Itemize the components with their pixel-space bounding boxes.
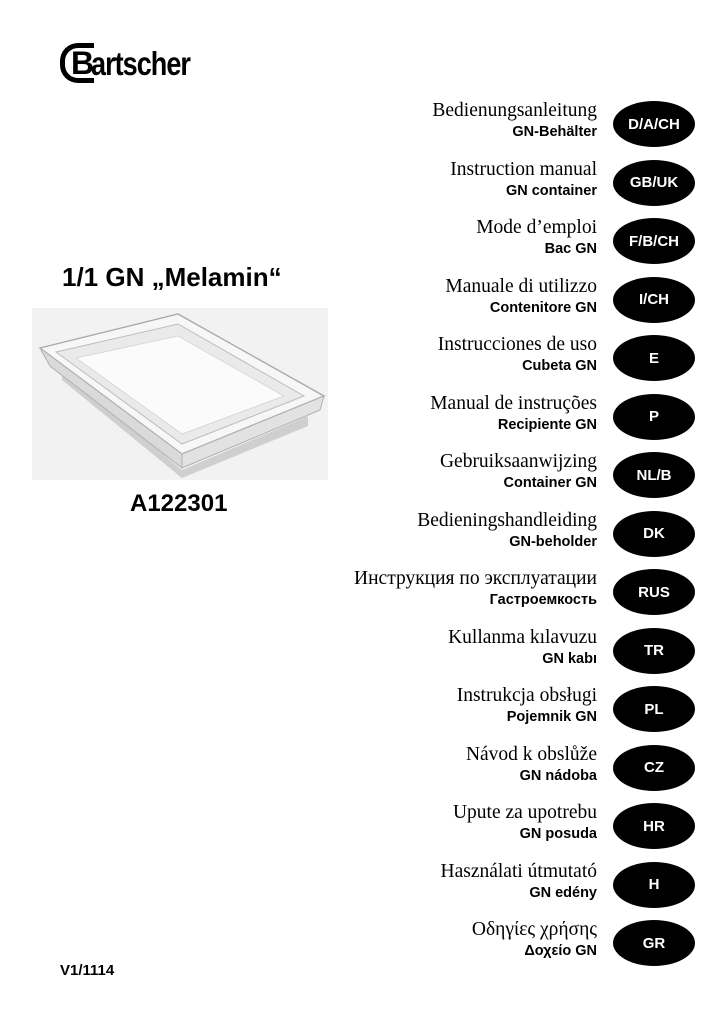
article-number: A122301: [130, 490, 228, 517]
language-text: [457, 685, 597, 727]
language-item: [255, 443, 695, 502]
product-name: Δοχείο GN: [524, 943, 597, 960]
language-code-badge: P: [613, 394, 695, 440]
language-text: [476, 217, 597, 259]
language-item: [255, 736, 695, 795]
product-name: Pojemnik GN: [506, 709, 597, 726]
language-code-badge: TR: [613, 628, 695, 674]
manual-title: Bedieningshandleiding: [417, 509, 597, 531]
language-code-badge: CZ: [613, 745, 695, 791]
language-item: [255, 853, 695, 912]
brand-logo: [60, 38, 212, 88]
manual-title: Manual de instruções: [430, 392, 597, 414]
language-item: [255, 619, 695, 678]
language-text: [354, 568, 597, 610]
language-item: [255, 560, 695, 619]
manual-title: Instruction manual: [450, 158, 597, 180]
language-text: [450, 159, 597, 201]
product-name: GN-beholder: [509, 533, 597, 550]
language-text: [440, 451, 597, 493]
language-text: [445, 276, 597, 318]
language-text: [472, 919, 597, 961]
language-text: [448, 627, 597, 669]
product-name: GN container: [505, 182, 597, 199]
product-name: Container GN: [503, 475, 597, 492]
product-name: GN posuda: [519, 826, 597, 843]
manual-title: Návod k obslůže: [465, 743, 597, 765]
language-item: [255, 268, 695, 327]
language-code-badge: NL/B: [613, 452, 695, 498]
language-list: [255, 92, 695, 970]
language-item: [255, 92, 695, 151]
manual-title: Οδηγίες χρήσης: [471, 919, 597, 941]
language-item: [255, 677, 695, 736]
language-item: [255, 151, 695, 210]
manual-title: Инструкция по эксплуатации: [354, 568, 597, 590]
product-name: Bac GN: [544, 241, 597, 258]
language-item: [255, 326, 695, 385]
version-label: V1/1114: [60, 962, 115, 979]
language-text: [441, 861, 598, 903]
language-code-badge: GB/UK: [613, 160, 695, 206]
manual-title: Mode d’emploi: [476, 217, 597, 239]
product-title: 1/1 GN „Melamin“: [62, 262, 282, 292]
manual-title: Instrucciones de uso: [437, 334, 597, 356]
product-name: Гастроемкость: [489, 592, 597, 609]
product-name: Recipiente GN: [497, 416, 597, 433]
language-code-badge: DK: [613, 511, 695, 557]
manual-title: Instrukcja obsługi: [456, 685, 597, 707]
product-name: Cubeta GN: [522, 358, 597, 375]
language-item: [255, 502, 695, 561]
language-code-badge: F/B/CH: [613, 218, 695, 264]
product-name: GN nádoba: [519, 767, 597, 784]
manual-title: Gebruiksaanwijzing: [439, 451, 597, 473]
language-code-badge: PL: [613, 686, 695, 732]
product-name: Contenitore GN: [489, 299, 597, 316]
language-code-badge: H: [613, 862, 695, 908]
language-text: [430, 393, 597, 435]
language-text: [432, 100, 597, 142]
manual-title: Bedienungsanleitung: [432, 100, 597, 122]
language-code-badge: D/A/CH: [613, 101, 695, 147]
logo-initial: B: [60, 43, 94, 83]
product-name: GN-Behälter: [512, 124, 597, 141]
language-text: [417, 510, 597, 552]
language-code-badge: RUS: [613, 569, 695, 615]
language-code-badge: GR: [613, 920, 695, 966]
language-item: [255, 794, 695, 853]
language-code-badge: E: [613, 335, 695, 381]
manual-title: Upute za upotrebu: [452, 802, 597, 824]
manual-title: Manuale di utilizzo: [445, 275, 597, 297]
language-text: [466, 744, 597, 786]
manual-title: Kullanma kılavuzu: [448, 626, 597, 648]
language-text: [453, 802, 597, 844]
language-item: [255, 209, 695, 268]
product-name: GN kabı: [542, 650, 597, 667]
language-code-badge: HR: [613, 803, 695, 849]
logo-wordmark: artscher: [91, 44, 190, 82]
language-item: [255, 911, 695, 970]
language-text: [438, 334, 597, 376]
manual-title: Használati útmutató: [440, 860, 597, 882]
language-item: [255, 385, 695, 444]
product-name: GN edény: [529, 884, 597, 901]
language-code-badge: I/CH: [613, 277, 695, 323]
